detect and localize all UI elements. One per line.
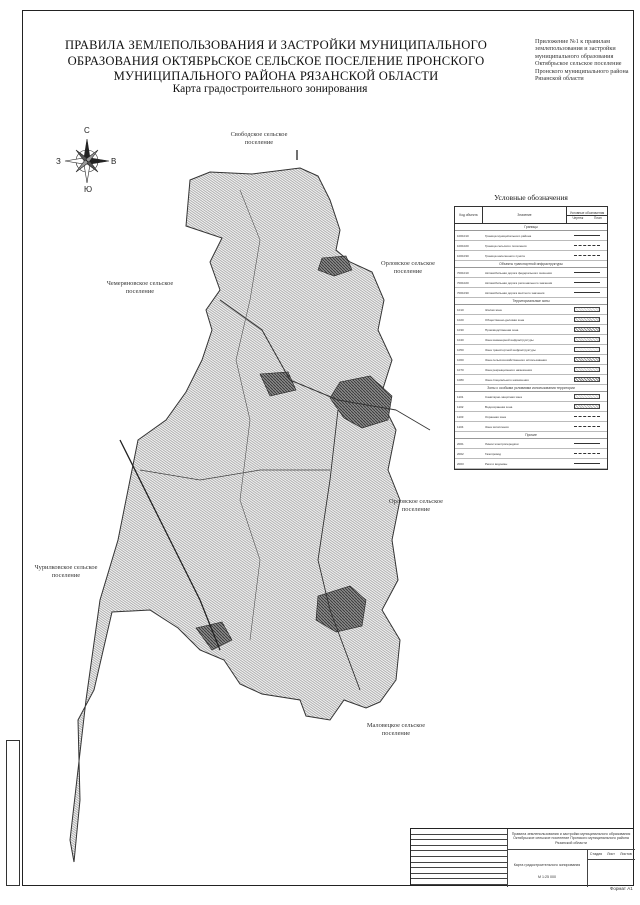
legend-code: 1050 [457,347,464,352]
compass-north-label: С [84,126,90,135]
legend-row [455,392,607,402]
legend-swatch-icon [574,394,600,399]
legend-swatch-icon [574,426,600,427]
legend-symbol [567,292,607,293]
legend-symbol [567,347,607,352]
legend-section-title: Прочие [455,432,607,439]
legend-section-title: Зоны с особыми условиями использования территории [455,385,607,392]
legend-code: 7001030 [457,290,469,295]
legend-swatch-icon [574,404,600,409]
legend-symbol [567,272,607,273]
legend-head-name: Значение [483,207,567,223]
compass-east-label: В [111,157,117,166]
appendix-note: Приложение №1 к правилам землепользования и застройки муниципального образования Октябрьское сельское поселение Пронского муниципального района Рязанской области [535,38,629,83]
legend-row [455,335,607,345]
legend-code: 1040 [457,337,464,342]
legend-row [455,459,607,469]
legend-title: Условные обозначения [494,193,568,202]
legend-code: 1080 [457,377,464,382]
legend-name: Зона инженерной инфраструктуры [485,337,534,342]
legend-name: Жилая зона [485,307,502,312]
title-block-org: Правила землепользования и застройки муниципального образования Октябрьское сельское поселение Пронского муниципального района Рязанской области [511,832,631,845]
legend-code: 1001020 [457,243,469,248]
legend-row [455,325,607,335]
legend-body [455,224,607,469]
legend-name: Граница населенного пункта [485,253,525,258]
legend-head-code: Код объекта [455,207,483,223]
legend-row [455,375,607,385]
legend-symbol [567,337,607,342]
legend [454,193,608,470]
legend-code: 1001030 [457,253,469,258]
legend-symbol [567,282,607,283]
legend-symbol [567,307,607,312]
title-block-scale: М 1:25 000 [538,875,556,879]
legend-code: 1001010 [457,233,469,238]
legend-row [455,288,607,298]
legend-row [455,402,607,412]
map-subtitle: Карта градостроительного зонирования [172,83,368,95]
legend-symbol [567,367,607,372]
sheet-format: Формат А1 [610,886,633,891]
legend-symbol [567,235,607,236]
legend-code: 1104 [457,424,464,429]
legend-name: Реки и водоемы [485,461,508,466]
legend-symbol [567,327,607,332]
legend-name: Автомобильная дорога регионального значения [485,280,553,285]
legend-code: 1010 [457,307,464,312]
title-block-lists: Листов [620,852,632,856]
legend-symbol [567,416,607,417]
road-east [396,410,430,430]
title-block-stage: Стадия [589,852,603,856]
legend-section-title: Объекты транспортной инфраструктуры [455,261,607,268]
legend-swatch-icon [574,443,600,444]
legend-name: Граница муниципального района [485,233,532,238]
legend-code: 1030 [457,327,464,332]
legend-name: Граница сельского поселения [485,243,527,248]
title-block [410,828,634,886]
legend-symbol [567,317,607,322]
legend-code: 2001 [457,441,464,446]
legend-swatch-icon [574,255,600,256]
legend-row [455,241,607,251]
legend-name: Линии электропередачи [485,441,519,446]
legend-name: Автомобильная дорога федерального значения [485,270,552,275]
title-block-sheet-title: Карта градостроительного зонирования [513,863,581,867]
legend-swatch-icon [574,347,600,352]
legend-swatch-icon [574,245,600,246]
legend-swatch-icon [574,235,600,236]
legend-swatch-icon [574,357,600,362]
legend-name: Общественно-деловая зона [485,317,525,322]
legend-name: Автомобильная дорога местного значения [485,290,545,295]
legend-symbol [567,255,607,256]
legend-code: 1101 [457,394,464,399]
legend-section-title: Границы [455,224,607,231]
legend-head-sub2: План [593,215,602,220]
legend-name: Охранная зона [485,414,506,419]
legend-code: 1070 [457,367,464,372]
legend-name: Зона рекреационного назначения [485,367,532,372]
legend-row [455,449,607,459]
legend-name: Газопровод [485,451,501,456]
legend-row [455,355,607,365]
legend-code: 1060 [457,357,464,362]
legend-name: Санитарно-защитная зона [485,394,522,399]
title-block-signature-grid [411,829,507,887]
legend-name: Зона транспортной инфраструктуры [485,347,536,352]
legend-row [455,422,607,432]
neighbor-label-bottom: Маловецкое сельское поселение [366,722,426,737]
legend-row [455,365,607,375]
compass-south-label: Ю [84,185,93,194]
compass-west-label: З [56,157,61,166]
legend-code: 1102 [457,404,464,409]
legend-code: 2002 [457,451,464,456]
legend-code: 7001020 [457,280,469,285]
legend-swatch-icon [574,453,600,454]
legend-swatch-icon [574,337,600,342]
legend-code: 1020 [457,317,464,322]
legend-code: 7001010 [457,270,469,275]
legend-row [455,268,607,278]
legend-swatch-icon [574,282,600,283]
legend-row [455,251,607,261]
legend-name: Зона сельскохозяйственного использования [485,357,547,362]
legend-swatch-icon [574,272,600,273]
legend-symbol [567,463,607,464]
legend-swatch-icon [574,463,600,464]
legend-name: Производственная зона [485,327,519,332]
legend-name: Зона специального назначения [485,377,529,382]
legend-swatch-icon [574,377,600,382]
settlement-territory [70,168,400,862]
legend-row [455,231,607,241]
legend-name: Водоохранная зона [485,404,513,409]
legend-row [455,278,607,288]
legend-swatch-icon [574,307,600,312]
legend-name: Зона затопления [485,424,509,429]
legend-swatch-icon [574,317,600,322]
legend-row [455,345,607,355]
legend-row [455,315,607,325]
neighbor-label-right-top: Орловское сельское поселение [381,260,435,275]
legend-symbol [567,357,607,362]
legend-symbol [567,377,607,382]
title-block-list: Лист [607,852,615,856]
legend-symbol [567,443,607,444]
neighbor-label-right-mid: Орловское сельское поселение [389,498,443,513]
legend-swatch-icon [574,367,600,372]
legend-table [454,206,608,470]
legend-symbol [567,394,607,399]
legend-row [455,305,607,315]
legend-code: 2003 [457,461,464,466]
legend-swatch-icon [574,327,600,332]
legend-code: 1103 [457,414,464,419]
neighbor-label-top: Свободское сельское поселение [230,131,288,146]
neighbor-label-left: Чемеряновское сельское поселение [106,280,174,295]
legend-head-sub1: Чертеж [572,215,584,220]
legend-section-title: Территориальные зоны [455,298,607,305]
legend-swatch-icon [574,416,600,417]
legend-head-symbol: Условные обозначения [569,210,605,215]
document-title: ПРАВИЛА ЗЕМЛЕПОЛЬЗОВАНИЯ И ЗАСТРОЙКИ МУНИЦИПАЛЬНОГО ОБРАЗОВАНИЯ ОКТЯБРЬСКОЕ СЕЛЬСКОЕ ПОСЕЛЕНИЕ ПРОНСКОГО МУНИЦИПАЛЬНОГО РАЙОНА РЯЗАНСКОЙ ОБЛАСТИ [64,38,487,83]
legend-symbol [567,404,607,409]
legend-symbol [567,245,607,246]
legend-symbol [567,453,607,454]
neighbor-label-left-low: Чурилковское сельское поселение [34,564,98,579]
legend-row [455,439,607,449]
legend-symbol [567,426,607,427]
legend-row [455,412,607,422]
legend-header [455,207,607,224]
legend-swatch-icon [574,292,600,293]
